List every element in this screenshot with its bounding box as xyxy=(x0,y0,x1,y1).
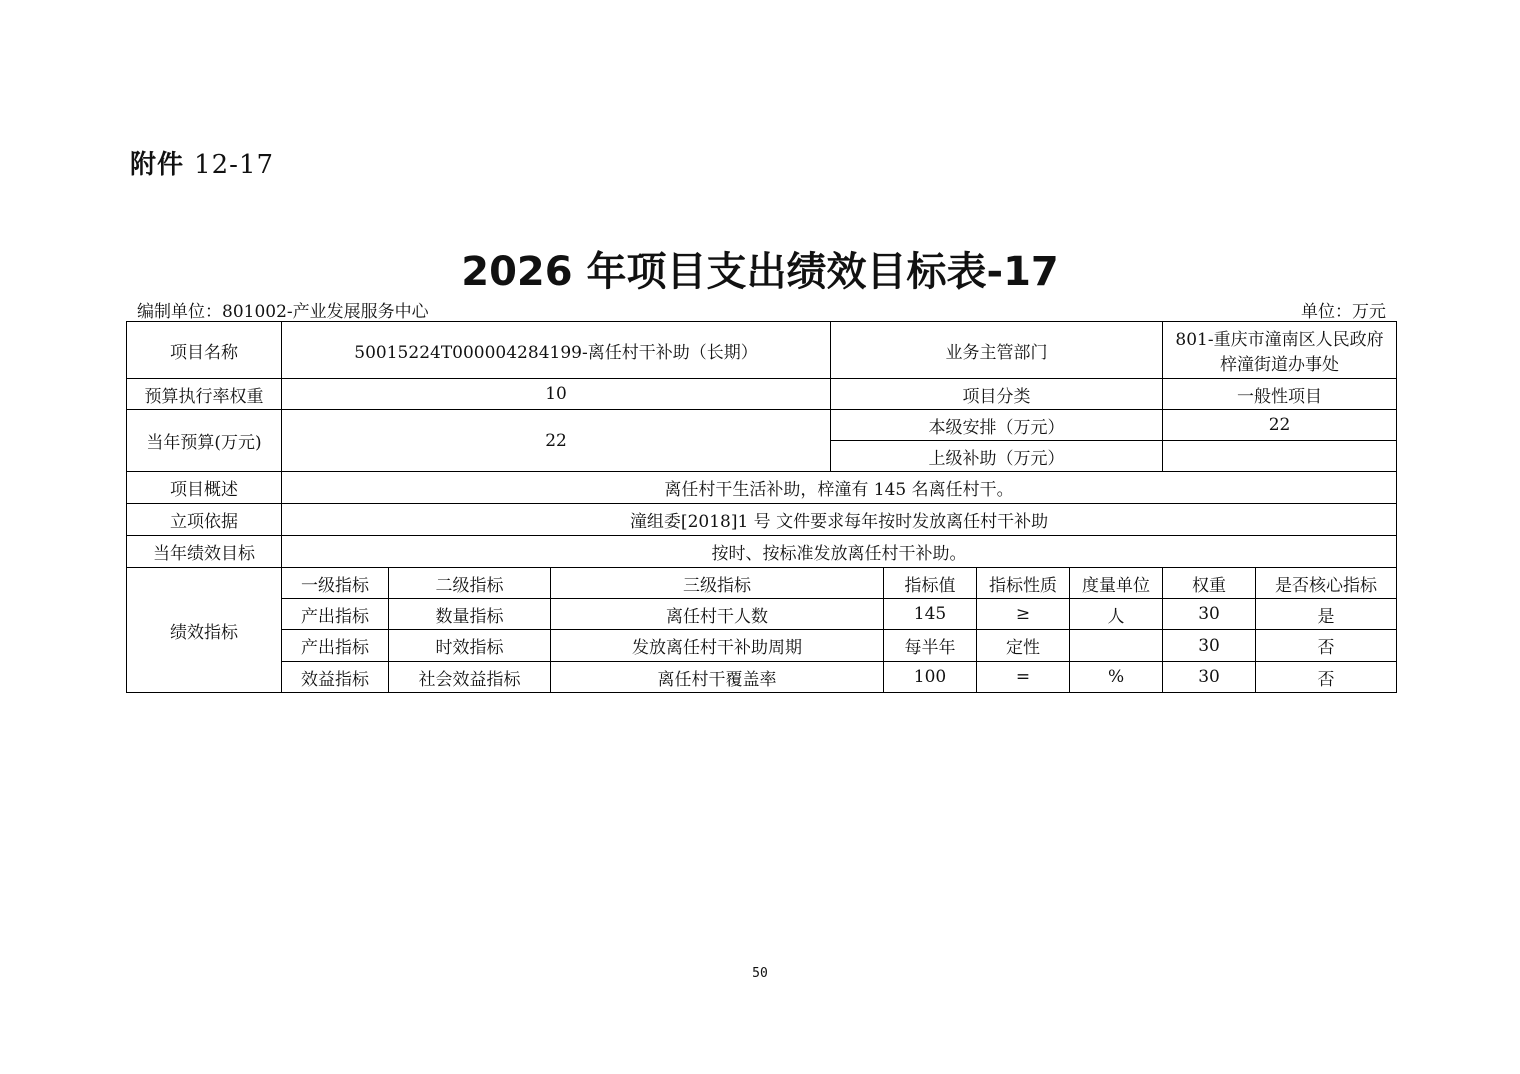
local-budget-label: 本级安排（万元） xyxy=(831,410,1163,441)
category-value: 一般性项目 xyxy=(1163,379,1397,410)
project-name-value: 50015224T000004284199-离任村干补助（长期） xyxy=(282,322,831,379)
header-indicator-value: 指标值 xyxy=(884,568,977,599)
indicator-nature: 定性 xyxy=(977,630,1070,662)
indicator-level1: 效益指标 xyxy=(282,662,389,693)
superior-subsidy-value xyxy=(1163,441,1397,472)
indicator-level1: 产出指标 xyxy=(282,630,389,662)
budget-value: 22 xyxy=(282,410,831,472)
overview-label: 项目概述 xyxy=(127,472,282,504)
indicator-unit: 人 xyxy=(1070,599,1163,630)
indicator-unit: % xyxy=(1070,662,1163,693)
indicator-nature: ≥ xyxy=(977,599,1070,630)
header-weight: 权重 xyxy=(1163,568,1256,599)
overview-value: 离任村干生活补助，梓潼有 145 名离任村干。 xyxy=(282,472,1397,504)
header-level1: 一级指标 xyxy=(282,568,389,599)
indicator-level2: 数量指标 xyxy=(389,599,551,630)
superior-subsidy-label: 上级补助（万元） xyxy=(831,441,1163,472)
table-row xyxy=(127,599,1397,630)
page-title: 2026 年项目支出绩效目标表-17 xyxy=(461,249,1059,295)
annual-goal-value: 按时、按标准发放离任村干补助。 xyxy=(282,536,1397,568)
currency-unit: 单位：万元 xyxy=(1301,302,1386,322)
indicator-weight: 30 xyxy=(1163,662,1256,693)
indicator-nature: = xyxy=(977,662,1070,693)
indicator-core: 否 xyxy=(1256,662,1397,693)
header-level2: 二级指标 xyxy=(389,568,551,599)
project-name-label: 项目名称 xyxy=(127,322,282,379)
indicator-value: 每半年 xyxy=(884,630,977,662)
indicator-level3: 离任村干人数 xyxy=(551,599,884,630)
table-row xyxy=(127,630,1397,662)
weight-value: 10 xyxy=(282,379,831,410)
indicators-label: 绩效指标 xyxy=(127,568,282,693)
indicator-value: 145 xyxy=(884,599,977,630)
budget-label: 当年预算(万元) xyxy=(127,410,282,472)
category-label: 项目分类 xyxy=(831,379,1163,410)
basis-label: 立项依据 xyxy=(127,504,282,536)
basis-value: 潼组委[2018]1 号 文件要求每年按时发放离任村干补助 xyxy=(282,504,1397,536)
compiling-unit: 编制单位：801002-产业发展服务中心 xyxy=(137,302,429,322)
indicator-level2: 时效指标 xyxy=(389,630,551,662)
indicator-core: 是 xyxy=(1256,599,1397,630)
indicator-level2: 社会效益指标 xyxy=(389,662,551,693)
indicator-weight: 30 xyxy=(1163,599,1256,630)
attachment-label xyxy=(130,144,274,181)
attachment-word: 附件 xyxy=(130,150,185,180)
performance-table xyxy=(126,321,1397,693)
header-measure-unit: 度量单位 xyxy=(1070,568,1163,599)
weight-label: 预算执行率权重 xyxy=(127,379,282,410)
page-number: 50 xyxy=(752,966,768,981)
indicator-value: 100 xyxy=(884,662,977,693)
table-row xyxy=(127,662,1397,693)
indicator-unit xyxy=(1070,630,1163,662)
indicator-core: 否 xyxy=(1256,630,1397,662)
local-budget-value: 22 xyxy=(1163,410,1397,441)
dept-label: 业务主管部门 xyxy=(831,322,1163,379)
header-core: 是否核心指标 xyxy=(1256,568,1397,599)
indicator-level1: 产出指标 xyxy=(282,599,389,630)
indicator-level3: 发放离任村干补助周期 xyxy=(551,630,884,662)
header-level3: 三级指标 xyxy=(551,568,884,599)
attachment-number: 12-17 xyxy=(194,150,275,180)
header-indicator-nature: 指标性质 xyxy=(977,568,1070,599)
indicator-level3: 离任村干覆盖率 xyxy=(551,662,884,693)
indicator-weight: 30 xyxy=(1163,630,1256,662)
dept-value: 801-重庆市潼南区人民政府梓潼街道办事处 xyxy=(1163,322,1397,379)
annual-goal-label: 当年绩效目标 xyxy=(127,536,282,568)
